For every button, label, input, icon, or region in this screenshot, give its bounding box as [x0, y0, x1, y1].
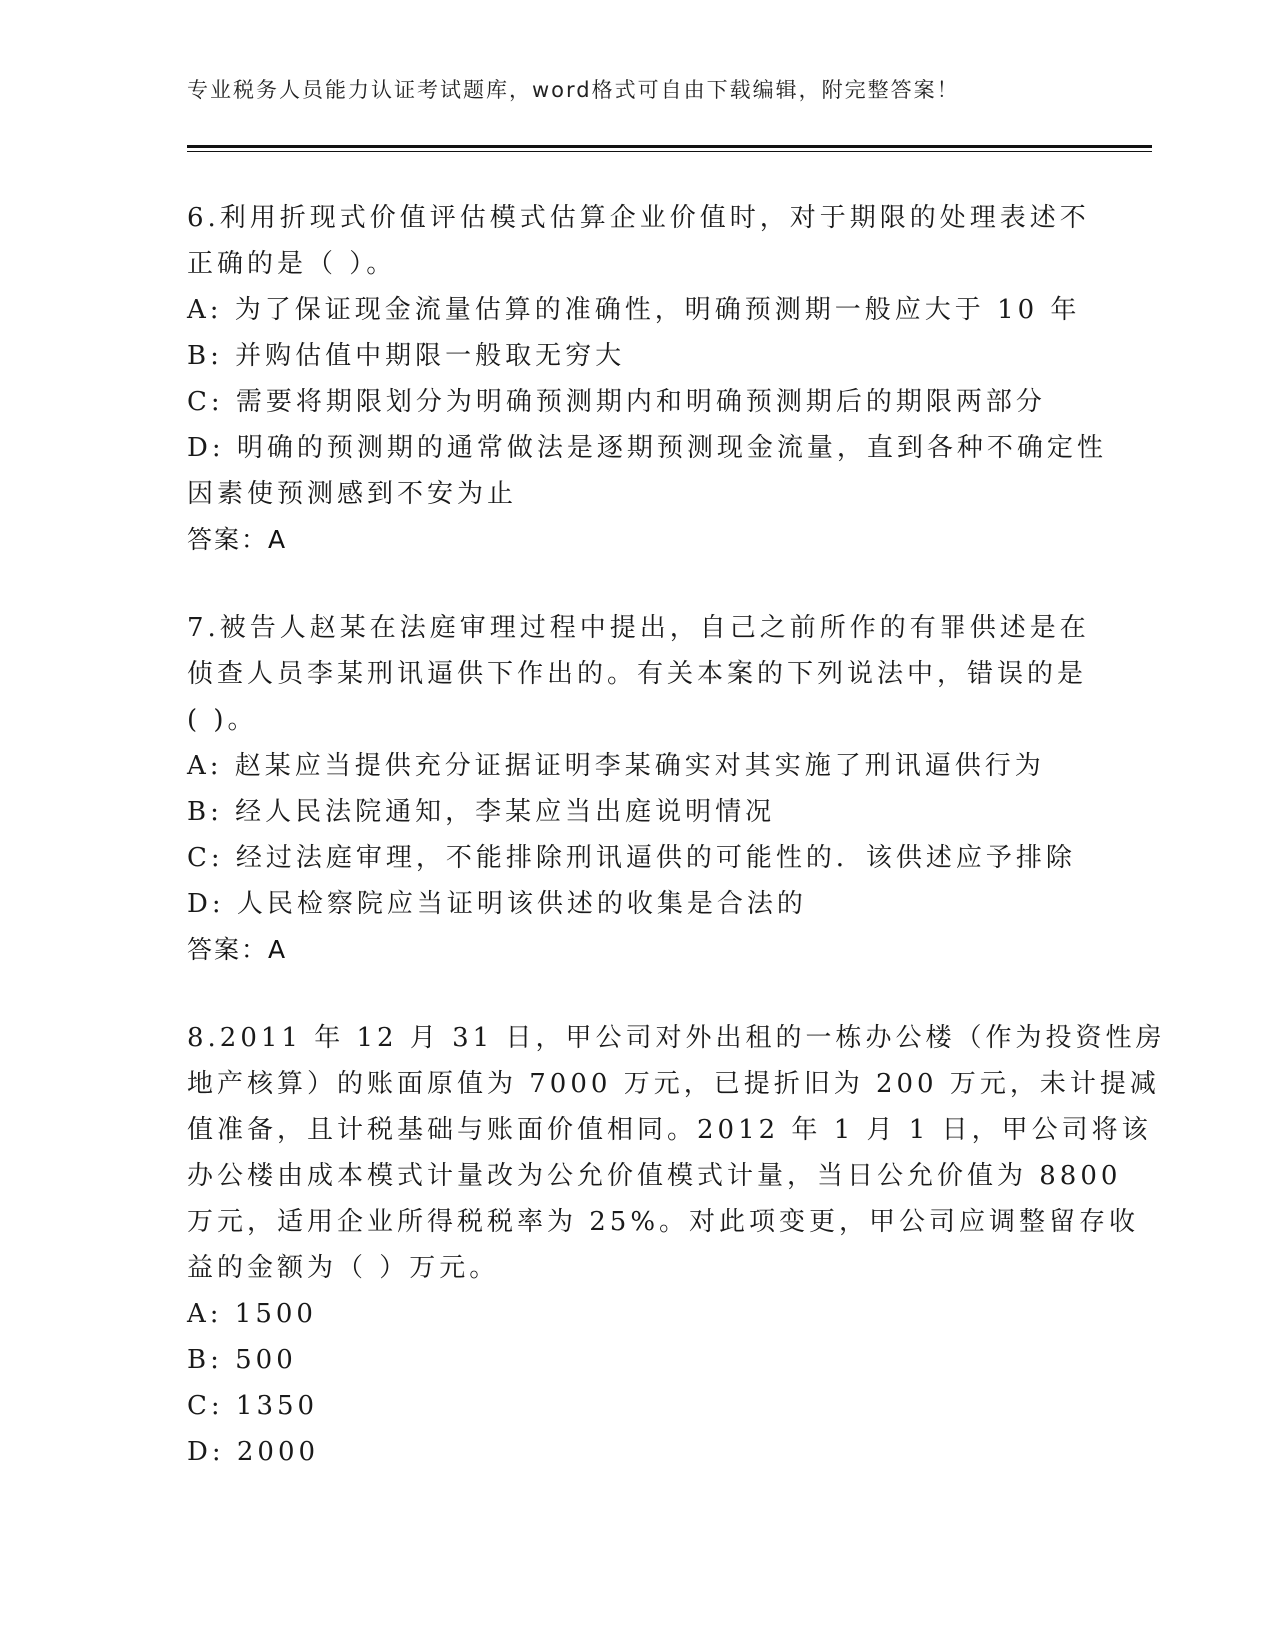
header-divider	[187, 145, 1152, 152]
question-stem-line: 7.被告人赵某在法庭审理过程中提出，自己之前所作的有罪供述是在	[187, 613, 1090, 643]
option-c: C: 需要将期限划分为明确预测期内和明确预测期后的期限两部分	[187, 387, 1046, 417]
option-d: D: 人民检察院应当证明该供述的收集是合法的	[187, 889, 807, 919]
question-stem-line: 地产核算）的账面原值为 7000 万元，已提折旧为 200 万元，未计提减	[187, 1069, 1160, 1099]
option-a: A: 1500	[187, 1299, 317, 1329]
answer: 答案：A	[187, 935, 288, 964]
page-header-text: 专业税务人员能力认证考试题库，word格式可自由下载编辑，附完整答案！	[187, 78, 960, 102]
option-c: C: 1350	[187, 1391, 319, 1421]
option-b: B: 500	[187, 1345, 297, 1375]
option-a: A: 为了保证现金流量估算的准确性，明确预测期一般应大于 10 年	[187, 295, 1081, 325]
option-a: A: 赵某应当提供充分证据证明李某确实对其实施了刑讯逼供行为	[187, 751, 1045, 781]
option-c: C: 经过法庭审理，不能排除刑讯逼供的可能性的．该供述应予排除	[187, 843, 1076, 873]
question-stem-line: 万元，适用企业所得税税率为 25%。对此项变更，甲公司应调整留存收	[187, 1207, 1140, 1237]
question-stem-line: 8.2011 年 12 月 31 日，甲公司对外出租的一栋办公楼（作为投资性房	[187, 1023, 1166, 1053]
question-stem-line: 值准备，且计税基础与账面价值相同。2012 年 1 月 1 日，甲公司将该	[187, 1115, 1152, 1145]
question-stem-line: 正确的是（ ）。	[187, 249, 397, 279]
question-stem-line: 益的金额为（ ）万元。	[187, 1253, 500, 1283]
option-d: D: 2000	[187, 1437, 320, 1467]
option-b: B: 经人民法院通知，李某应当出庭说明情况	[187, 797, 776, 827]
question-7	[187, 605, 1090, 973]
option-b: B: 并购估值中期限一般取无穷大	[187, 341, 626, 371]
question-stem-line: ( )。	[187, 705, 258, 735]
question-stem-line: 6.利用折现式价值评估模式估算企业价值时，对于期限的处理表述不	[187, 203, 1090, 233]
question-6	[187, 195, 1107, 563]
option-d-continued: 因素使预测感到不安为止	[187, 479, 518, 509]
question-stem-line: 侦查人员李某刑讯逼供下作出的。有关本案的下列说法中，错误的是	[187, 659, 1088, 689]
question-list	[187, 195, 1166, 1517]
question-8	[187, 1015, 1166, 1475]
option-d: D: 明确的预测期的通常做法是逐期预测现金流量，直到各种不确定性	[187, 433, 1107, 463]
answer: 答案：A	[187, 525, 288, 554]
question-stem-line: 办公楼由成本模式计量改为公允价值模式计量，当日公允价值为 8800	[187, 1161, 1122, 1191]
